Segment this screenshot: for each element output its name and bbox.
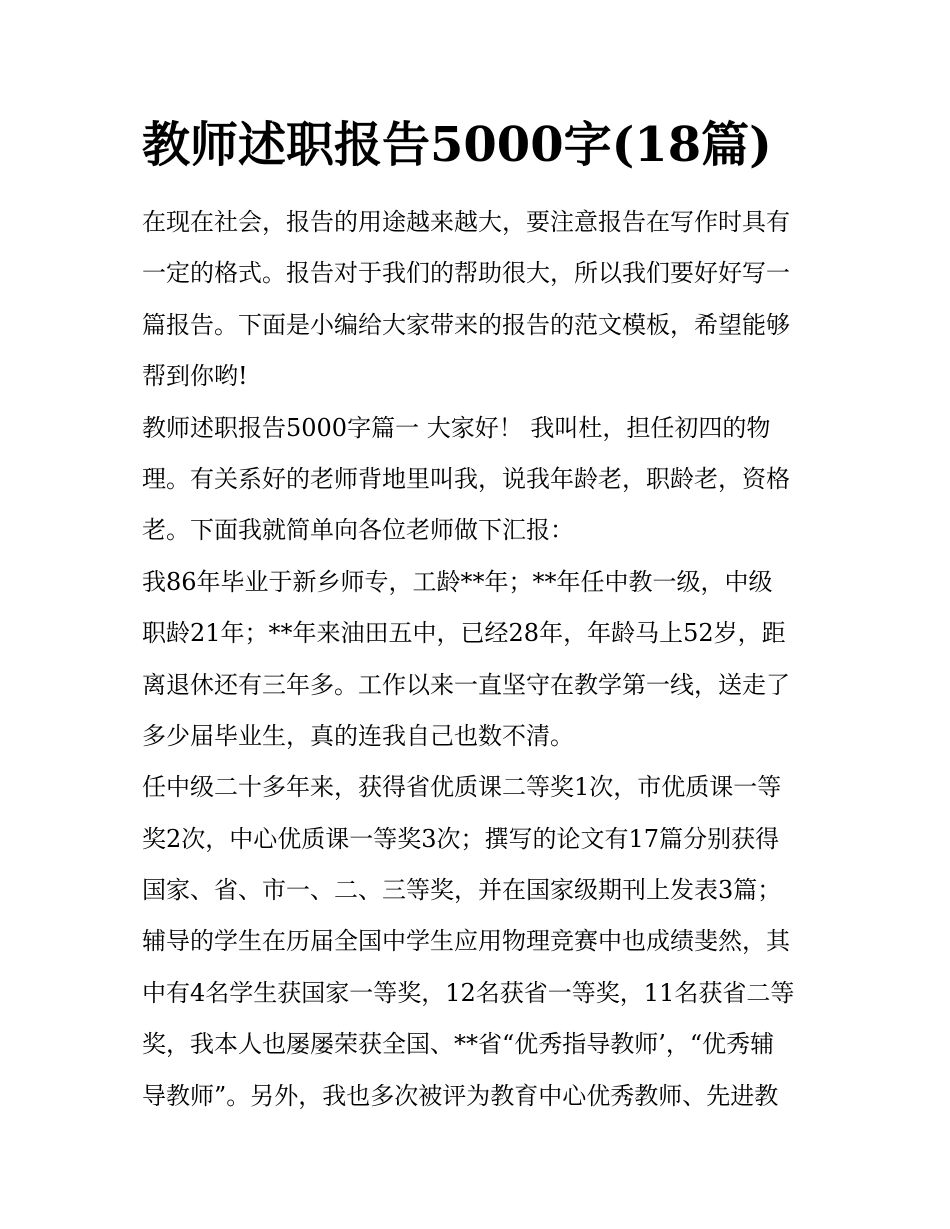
body-line: 国家、省、市一、二、三等奖，并在国家级期刊上发表3篇； bbox=[142, 876, 782, 905]
body-line: 离退休还有三年多。工作以来一直坚守在教学第一线，送走了 bbox=[142, 670, 790, 699]
body-line: 一定的格式。报告对于我们的帮助很大，所以我们要好好写一 bbox=[142, 259, 790, 288]
body-line: 多少届毕业生，真的连我自己也数不清。 bbox=[142, 721, 574, 750]
body-line: 中有4名学生获国家一等奖，12名获省一等奖，11名获省二等 bbox=[142, 978, 795, 1007]
body-line: 导教师”。另外，我也多次被评为教育中心优秀教师、先进教 bbox=[142, 1081, 779, 1110]
body-line: 理。有关系好的老师背地里叫我，说我年龄老，职龄老，资格 bbox=[142, 464, 790, 493]
body-line: 在现在社会，报告的用途越来越大，要注意报告在写作时具有 bbox=[142, 208, 790, 236]
document-body bbox=[142, 197, 814, 1122]
body-line: 奖2次，中心优质课一等奖3次；撰写的论文有17篇分别获得 bbox=[142, 824, 780, 853]
body-line: 任中级二十多年来，获得省优质课二等奖1次，市优质课一等 bbox=[142, 773, 782, 802]
body-line: 职龄21年；**年来油田五中，已经28年，年龄马上52岁，距 bbox=[142, 619, 786, 648]
body-line: 辅导的学生在历届全国中学生应用物理竞赛中也成绩斐然，其 bbox=[142, 927, 790, 956]
body-line: 教师述职报告5000字篇一 大家好！ 我叫杜，担任初四的物 bbox=[142, 413, 771, 442]
body-line: 我86年毕业于新乡师专，工龄**年；**年任中教一级，中级 bbox=[142, 567, 773, 596]
body-line: 老。下面我就简单向各位老师做下汇报： bbox=[142, 516, 574, 545]
body-line: 帮到你哟! bbox=[142, 362, 248, 391]
document-title: 教师述职报告5000字(18篇) bbox=[142, 117, 772, 173]
body-line: 篇报告。下面是小编给大家带来的报告的范文模板，希望能够 bbox=[142, 310, 790, 339]
body-line: 奖，我本人也屡屡荣获全国、**省“优秀指导教师’，“优秀辅 bbox=[142, 1030, 775, 1059]
